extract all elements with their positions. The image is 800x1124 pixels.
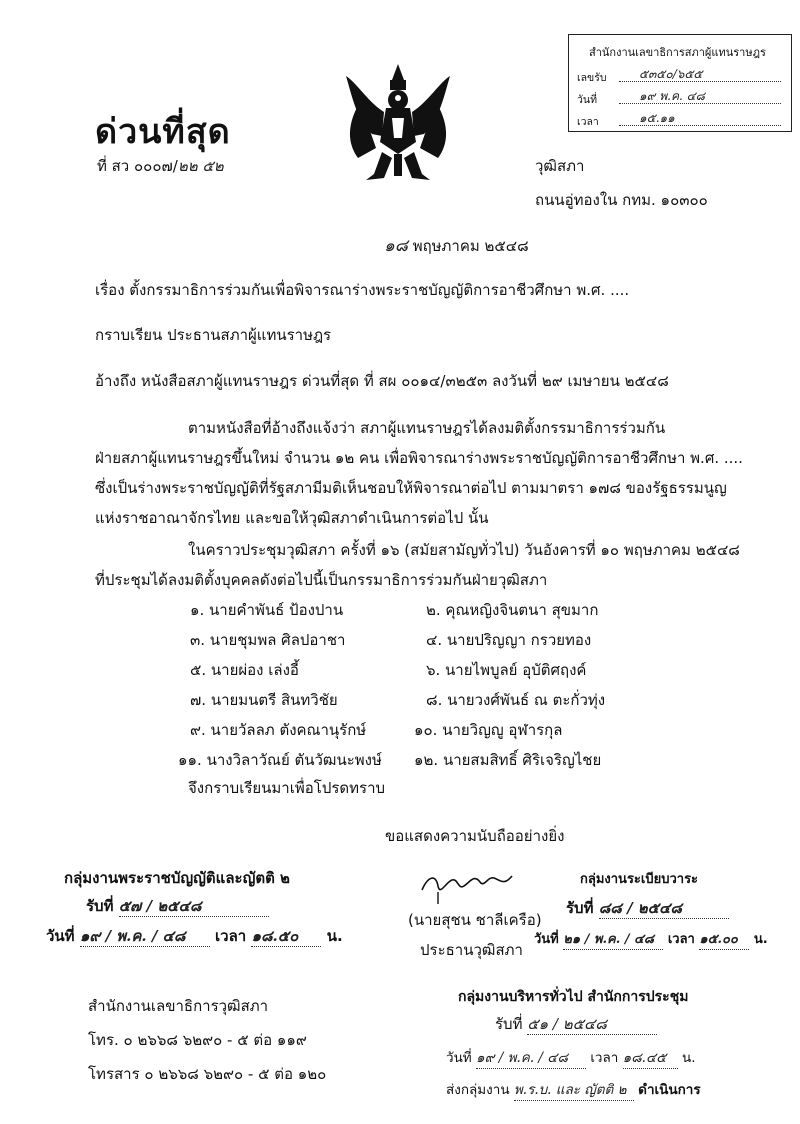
paragraph-line: ซึ่งเป็นร่างพระราชบัญญัติที่รัฐสภามีมติเห็นชอบให้พิจารณาต่อไป ตามมาตรา ๑๗๘ ของรัฐธรรมนูญ — [95, 479, 727, 497]
stamp-right2-datetime — [446, 1046, 696, 1069]
stamp-right2-title: กลุ่มงานบริหารทั่วไป สำนักการประชุม — [458, 989, 689, 1005]
stamp-left-received-label: รับที่ — [86, 897, 114, 915]
paragraph-line: แห่งราชอาณาจักรไทย และขอให้วุฒิสภาดำเนินการต่อไป นั้น — [95, 509, 489, 527]
reference-number — [97, 156, 224, 176]
stamp-label-date: วันที่ — [577, 94, 597, 106]
stamp-right2-received — [495, 1014, 657, 1035]
member-item: ๑๒. นายสมสิทธิ์ ศิริเจริญไชย — [414, 751, 602, 769]
stamp-right1-date-label: วันที่ — [534, 932, 559, 947]
stamp-left-received-value: ๕๗ / ๒๕๔๘ — [119, 896, 269, 917]
letter-date-day: ๑๘ — [384, 236, 408, 256]
member-item: ๒. คุณหญิงจินตนา สุขมาก — [426, 601, 599, 619]
signature-mark-icon — [418, 862, 518, 906]
office-fax: โทรสาร ๐ ๒๖๖๘ ๖๒๙๐ - ๕ ต่อ ๑๒๐ — [88, 1065, 327, 1083]
stamp-right1-time-label: เวลา — [667, 932, 695, 947]
stamp-right1-time-suffix: น. — [753, 932, 768, 947]
stamp-right2-date-value: ๑๙ / พ.ค. / ๔๘ — [476, 1046, 586, 1069]
stamp-right2-time-suffix: น. — [681, 1050, 696, 1066]
member-item: ๑๑. นางวิลาวัณย์ ตันวัฒนะพงษ์ — [178, 751, 382, 769]
stamp-left-time-value: ๑๘.๕๐ — [251, 926, 321, 947]
reference-line: อ้างถึง หนังสือสภาผู้แทนราษฎร ด่วนที่สุด ที่ สผ ๐๐๑๔/๓๒๕๓ ลงวันที่ ๒๙ เมษายน ๒๕๔๘ — [95, 372, 669, 390]
stamp-right2-forward — [446, 1078, 701, 1101]
office-tel: โทร. ๐ ๒๖๖๘ ๖๒๙๐ - ๕ ต่อ ๑๑๙ — [88, 1031, 307, 1049]
closing-request: จึงกราบเรียนมาเพื่อโปรดทราบ — [188, 779, 386, 797]
stamp-right1-date-value: ๒๑ / พ.ค. / ๔๘ — [563, 928, 663, 950]
paragraph-line: ตามหนังสือที่อ้างถึงแจ้งว่า สภาผู้แทนราษฎรได้ลงมติตั้งกรรมาธิการร่วมกัน — [188, 419, 666, 437]
stamp-left-title: กลุ่มงานพระราชบัญญัติและญัตติ ๒ — [64, 869, 290, 887]
stamp-right1-time-value: ๑๕.๐๐ — [699, 928, 749, 950]
stamp-right1-received — [566, 898, 729, 919]
receipt-stamp — [568, 34, 792, 132]
stamp-right2-forward-suffix: ดำเนินการ — [638, 1082, 701, 1098]
agency-name: วุฒิสภา — [535, 157, 585, 175]
member-item: ๑. นายคำพันธ์ ป้องปาน — [190, 601, 344, 619]
stamp-left-time-suffix: น. — [326, 927, 343, 945]
stamp-right2-received-label: รับที่ — [495, 1015, 523, 1033]
stamp-left-date-label: วันที่ — [46, 927, 75, 945]
letter-date-month-year: พฤษภาคม ๒๕๔๘ — [412, 237, 529, 255]
member-item: ๑๐. นายวิญญู อุฬารกุล — [414, 721, 563, 739]
stamp-left-time-label: เวลา — [215, 927, 247, 945]
stamp-right2-time-value: ๑๘.๔๕ — [623, 1046, 678, 1069]
paragraph-line: ในคราวประชุมวุฒิสภา ครั้งที่ ๑๖ (สมัยสามัญทั่วไป) วันอังคารที่ ๑๐ พฤษภาคม ๒๕๔๘ — [188, 541, 740, 559]
paragraph-line: ที่ประชุมได้ลงมติตั้งบุคคลดังต่อไปนี้เป็นกรรมาธิการร่วมกันฝ่ายวุฒิสภา — [95, 571, 548, 589]
stamp-right2-received-value: ๕๑ / ๒๕๔๘ — [527, 1014, 657, 1035]
garuda-emblem-icon — [338, 62, 458, 190]
stamp-right2-forward-value: พ.ร.บ. และ ญัตติ ๒ — [514, 1078, 634, 1101]
reference-number-handwritten: ๒๒ ๕๒ — [177, 157, 224, 175]
urgent-heading: ด่วนที่สุด — [95, 112, 231, 152]
letter-date — [384, 236, 529, 256]
member-item: ๔. นายปริญญา กรวยทอง — [426, 631, 592, 649]
member-item: ๘. นายวงศ์พันธ์ ณ ตะกั่วทุ่ง — [426, 691, 606, 709]
stamp-right1-received-label: รับที่ — [566, 899, 594, 917]
stamp-label-number: เลขรับ — [577, 72, 607, 84]
stamp-right1-datetime — [534, 928, 768, 950]
member-item: ๗. นายมนตรี สินทวิชัย — [190, 691, 338, 709]
stamp-label-time: เวลา — [577, 116, 599, 128]
signer-name: (นายสุชน ชาลีเครือ) — [408, 911, 542, 929]
stamp-value-time: ๑๕.๑๑ — [639, 111, 675, 125]
member-item: ๓. นายชุมพล ศิลปอาชา — [190, 631, 346, 649]
stamp-right2-forward-label: ส่งกลุ่มงาน — [446, 1082, 510, 1098]
member-item: ๕. นายผ่อง เล่งอี้ — [190, 661, 299, 679]
salutation-line: กราบเรียน ประธานสภาผู้แทนราษฎร — [95, 326, 332, 344]
subject-line: เรื่อง ตั้งกรรมาธิการร่วมกันเพื่อพิจารณาร่างพระราชบัญญัติการอาชีวศึกษา พ.ศ. .... — [95, 281, 630, 299]
reference-number-prefix: ที่ สว ๐๐๐๗/ — [97, 157, 178, 175]
stamp-right1-received-value: ๘๘ / ๒๕๔๘ — [599, 898, 729, 919]
closing-greeting: ขอแสดงความนับถืออย่างยิ่ง — [385, 827, 565, 845]
member-item: ๙. นายวัลลภ ตังคณานุรักษ์ — [190, 721, 367, 739]
member-item: ๖. นายไพบูลย์ อุบัติศฤงค์ — [426, 661, 587, 679]
stamp-value-date: ๑๙ พ.ค. ๔๘ — [639, 89, 705, 103]
office-name: สำนักงานเลขาธิการวุฒิสภา — [88, 997, 269, 1015]
stamp-left-received — [86, 896, 269, 917]
stamp-value-number: ๕๓๕๐/๖๕๕ — [639, 67, 703, 81]
stamp-left-date-value: ๑๙ / พ.ค. / ๔๘ — [80, 926, 210, 947]
agency-address: ถนนอู่ทองใน กทม. ๑๐๓๐๐ — [535, 191, 708, 209]
stamp-office: สำนักงานเลขาธิการสภาผู้แทนราษฎร — [589, 46, 766, 59]
signer-position: ประธานวุฒิสภา — [420, 941, 523, 959]
stamp-right2-time-label: เวลา — [590, 1050, 619, 1066]
paragraph-line: ฝ่ายสภาผู้แทนราษฎรขึ้นใหม่ จำนวน ๑๒ คน เพื่อพิจารณาร่างพระราชบัญญัติการอาชีวศึกษา พ.ศ. .... — [95, 449, 743, 467]
stamp-left-datetime — [46, 926, 343, 947]
stamp-right2-date-label: วันที่ — [446, 1050, 472, 1066]
stamp-right1-title: กลุ่มงานระเบียบวาระ — [580, 872, 699, 887]
